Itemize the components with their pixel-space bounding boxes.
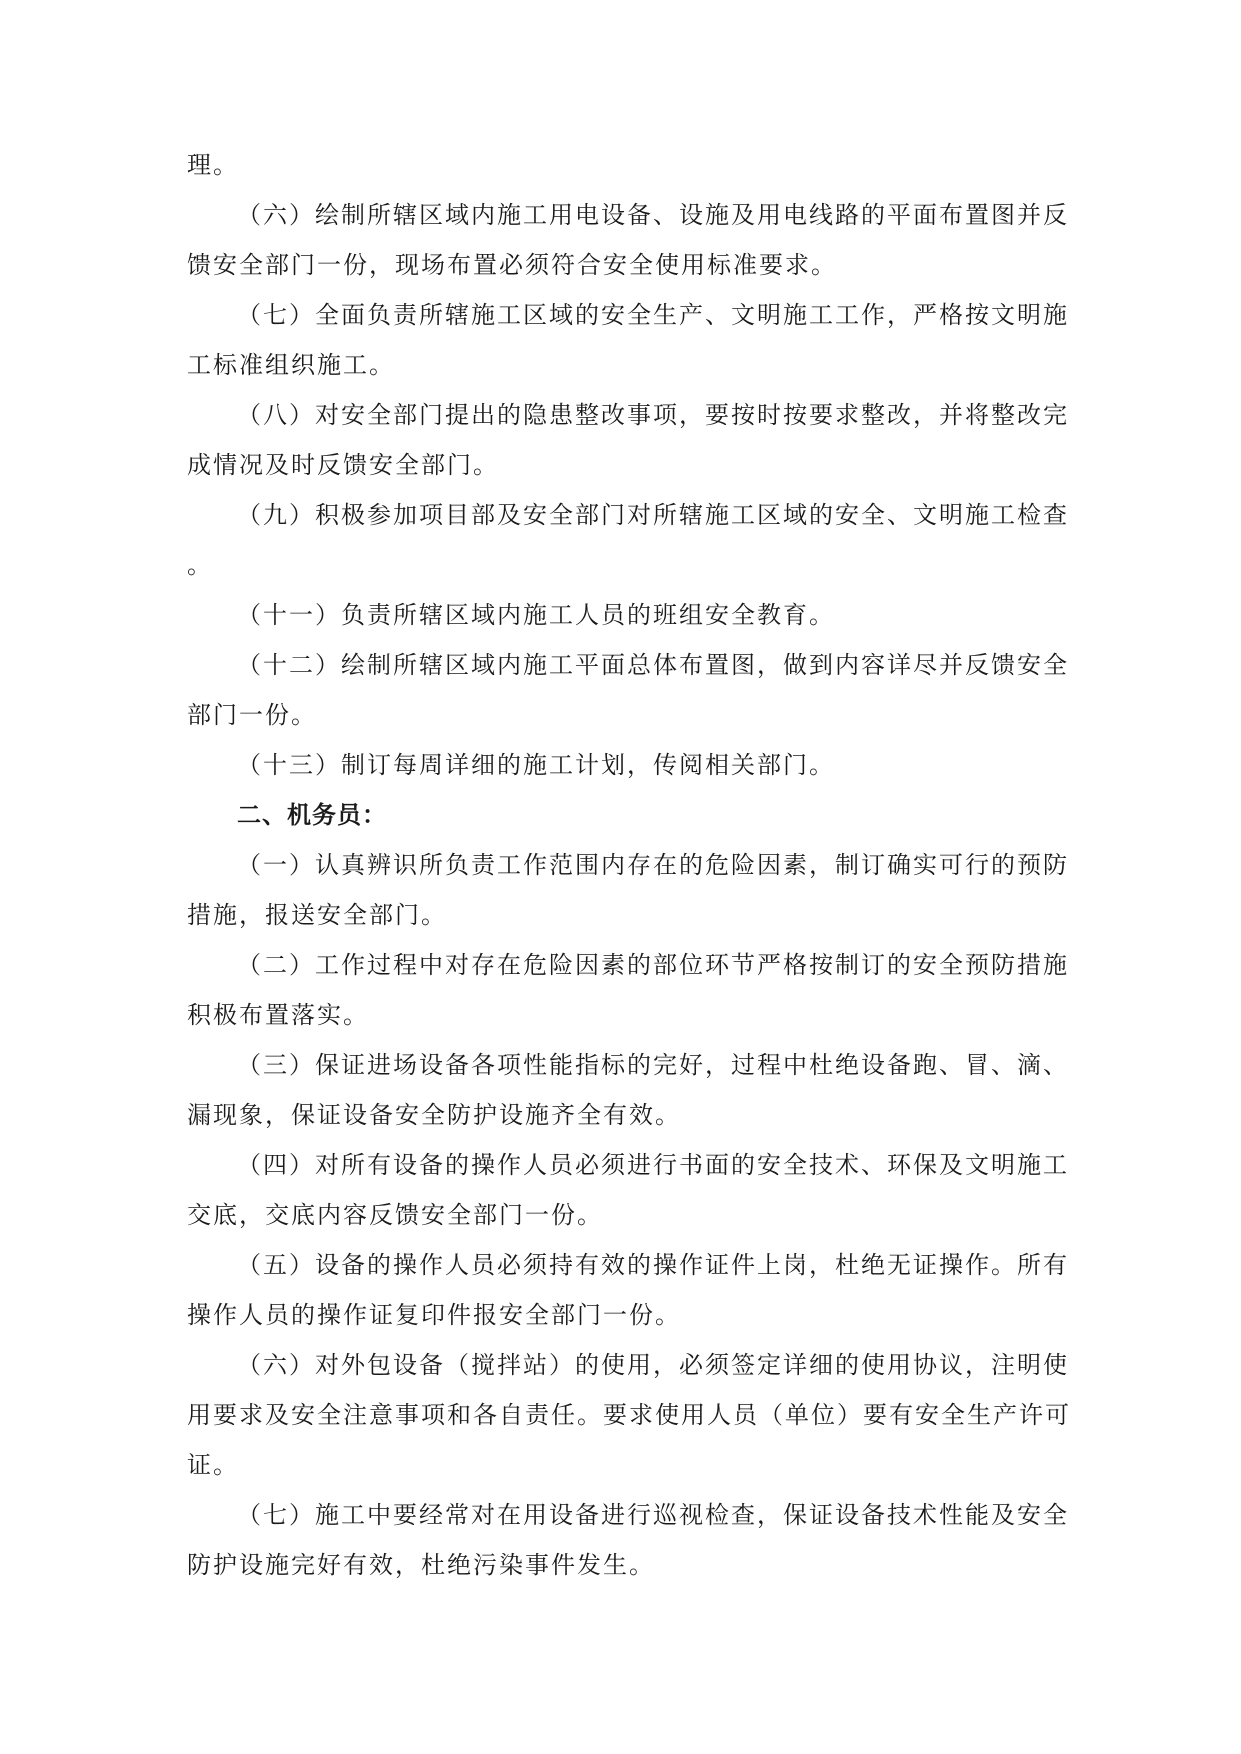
paragraph-line: 部门一份。 (187, 701, 317, 729)
paragraph-line: 成情况及时反馈安全部门。 (187, 451, 499, 479)
paragraph-line: （七）全面负责所辖施工区域的安全生产、文明施工工作，严格按文明施 (237, 301, 1069, 329)
paragraph-line: 漏现象，保证设备安全防护设施齐全有效。 (187, 1101, 681, 1129)
paragraph-line: （八）对安全部门提出的隐患整改事项，要按时按要求整改，并将整改完 (237, 401, 1069, 429)
paragraph-line: 用要求及安全注意事项和各自责任。要求使用人员（单位）要有安全生产许可 (187, 1401, 1071, 1429)
paragraph-line: 交底，交底内容反馈安全部门一份。 (187, 1201, 603, 1229)
paragraph-line: （二）工作过程中对存在危险因素的部位环节严格按制订的安全预防措施 (237, 951, 1069, 979)
paragraph-line: 工标准组织施工。 (187, 351, 395, 379)
paragraph-line: 操作人员的操作证复印件报安全部门一份。 (187, 1301, 681, 1329)
document-page (187, 140, 1071, 1590)
paragraph-line: （五）设备的操作人员必须持有效的操作证件上岗，杜绝无证操作。所有 (237, 1251, 1069, 1279)
paragraph-line: （四）对所有设备的操作人员必须进行书面的安全技术、环保及文明施工 (237, 1151, 1069, 1179)
paragraph-line: （十三）制订每周详细的施工计划，传阅相关部门。 (237, 751, 835, 779)
paragraph-line: 积极布置落实。 (187, 1001, 369, 1029)
paragraph-line: （九）积极参加项目部及安全部门对所辖施工区域的安全、文明施工检查 (237, 501, 1069, 529)
paragraph-line: （一）认真辨识所负责工作范围内存在的危险因素，制订确实可行的预防 (237, 851, 1069, 879)
paragraph-line: （十一）负责所辖区域内施工人员的班组安全教育。 (237, 601, 835, 629)
paragraph-line: （七）施工中要经常对在用设备进行巡视检查，保证设备技术性能及安全 (237, 1501, 1069, 1529)
paragraph-line: 理。 (187, 151, 239, 179)
paragraph-line: 证。 (187, 1451, 239, 1479)
paragraph-line: （六）绘制所辖区域内施工用电设备、设施及用电线路的平面布置图并反 (237, 201, 1069, 229)
paragraph-line: （三）保证进场设备各项性能指标的完好，过程中杜绝设备跑、冒、滴、 (237, 1051, 1069, 1079)
section-heading: 二、机务员： (237, 801, 387, 829)
paragraph-line: 馈安全部门一份，现场布置必须符合安全使用标准要求。 (187, 251, 837, 279)
paragraph-line: 措施，报送安全部门。 (187, 901, 447, 929)
paragraph-line: 防护设施完好有效，杜绝污染事件发生。 (187, 1551, 655, 1579)
paragraph-line: （十二）绘制所辖区域内施工平面总体布置图，做到内容详尽并反馈安全 (237, 651, 1069, 679)
paragraph-line: 。 (187, 551, 213, 579)
paragraph-line: （六）对外包设备（搅拌站）的使用，必须签定详细的使用协议，注明使 (237, 1351, 1069, 1379)
